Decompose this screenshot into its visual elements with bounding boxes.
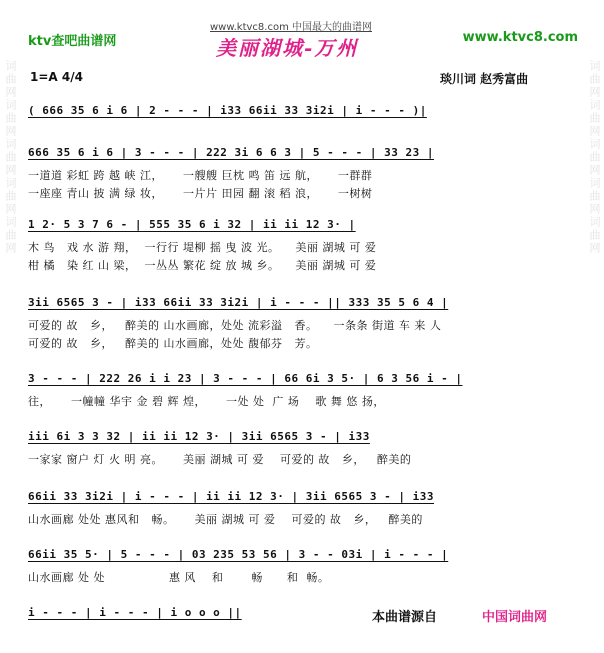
lyric-line-2: 一座座 青山 披 满 绿 妆， 一片片 田园 翻 滚 稻 浪， 一树树 xyxy=(28,187,373,200)
site-name-left[interactable]: ktv查吧曲谱网 xyxy=(28,34,117,49)
lyric-line-1: 往， 一幢幢 华宇 金 碧 辉 煌， 一处 处 广 场 歌 舞 悠 扬， xyxy=(28,395,385,408)
source-label: 本曲谱源自 xyxy=(372,610,438,625)
side-watermark-right: 词曲网词曲网词曲网词曲网词曲网 xyxy=(588,60,601,255)
lyric-line-2: 可爱的 故 乡， 醉美的 山水画廊，处处 馥郁芬 芳。 xyxy=(28,337,318,350)
lyric-line-1: 可爱的 故 乡， 醉美的 山水画廊，处处 流彩溢 香。 一条条 街道 车 来 人 xyxy=(28,319,442,332)
score-row-4 xyxy=(28,296,578,351)
song-title: 美丽湖城-万州 xyxy=(216,36,359,60)
key-signature: 1=A 4/4 xyxy=(30,70,83,84)
score-row-3 xyxy=(28,218,578,273)
side-watermark-left: 词曲网词曲网词曲网词曲网词曲网 xyxy=(4,60,17,255)
notation-line: 1 2· 5 3 7 6 - | 555 35 6 i 32 | ii ii 12 3· | xyxy=(28,218,356,231)
lyric-line-1: 山水画廊 处 处 惠 风 和 畅 和 畅。 xyxy=(28,571,330,584)
notation-line: 3 - - - | 222 26 i i 23 | 3 - - - | 66 6i 3 5· | 6 3 56 i - | xyxy=(28,372,463,385)
score-row-1 xyxy=(28,104,578,117)
credits: 琰川词 赵秀富曲 xyxy=(440,72,529,86)
score-row-9 xyxy=(28,606,348,619)
lyric-line-1: 木 鸟 戏 水 游 翔， 一行行 堤柳 摇 曳 波 光。 美丽 湖城 可 爱 xyxy=(28,241,377,254)
notation-line: iii 6i 3 3 32 | ii ii 12 3· | 3ii 6565 3 - | i33 xyxy=(28,430,370,443)
notation-line: 66ii 33 3i2i | i - - - | ii ii 12 3· | 3ii 6565 3 - | i33 xyxy=(28,490,434,503)
notation-line: 666 35 6 i 6 | 3 - - - | 222 3i 6 6 3 | 5 - - - | 33 23 | xyxy=(28,146,434,159)
site-url-center[interactable]: www.ktvc8.com 中国最大的曲谱网 xyxy=(210,22,373,33)
notation-line: 3ii 6565 3 - | i33 66ii 33 3i2i | i - - - || 333 35 5 6 4 | xyxy=(28,296,449,309)
score-row-7 xyxy=(28,490,578,527)
notation-line: 66ii 35 5· | 5 - - - | 03 235 53 56 | 3 - - 03i | i - - - | xyxy=(28,548,449,561)
lyric-line-1: 一道道 彩虹 跨 越 峡 江， 一艘艘 巨枕 鸣 笛 远 航， 一群群 xyxy=(28,169,373,182)
site-url-right[interactable]: www.ktvc8.com xyxy=(462,30,578,45)
score-row-5 xyxy=(28,372,578,409)
lyric-line-2: 柑 橘 染 红 山 梁， 一丛丛 繁花 绽 放 城 乡。 美丽 湖城 可 爱 xyxy=(28,259,377,272)
score-row-8 xyxy=(28,548,578,585)
brand-link[interactable]: 中国词曲网 xyxy=(482,610,548,625)
score-row-2 xyxy=(28,146,578,201)
lyric-line-1: 山水画廊 处处 惠风和 畅。 美丽 湖城 可 爱 可爱的 故 乡， 醉美的 xyxy=(28,513,423,526)
notation-line: i - - - | i - - - | i o o o || xyxy=(28,606,242,619)
lyric-line-1: 一家家 窗户 灯 火 明 亮。 美丽 湖城 可 爱 可爱的 故 乡， 醉美的 xyxy=(28,453,412,466)
score-row-6 xyxy=(28,430,578,467)
notation-line: ( 666 35 6 i 6 | 2 - - - | i33 66ii 33 3i2i | i - - - )| xyxy=(28,104,427,117)
